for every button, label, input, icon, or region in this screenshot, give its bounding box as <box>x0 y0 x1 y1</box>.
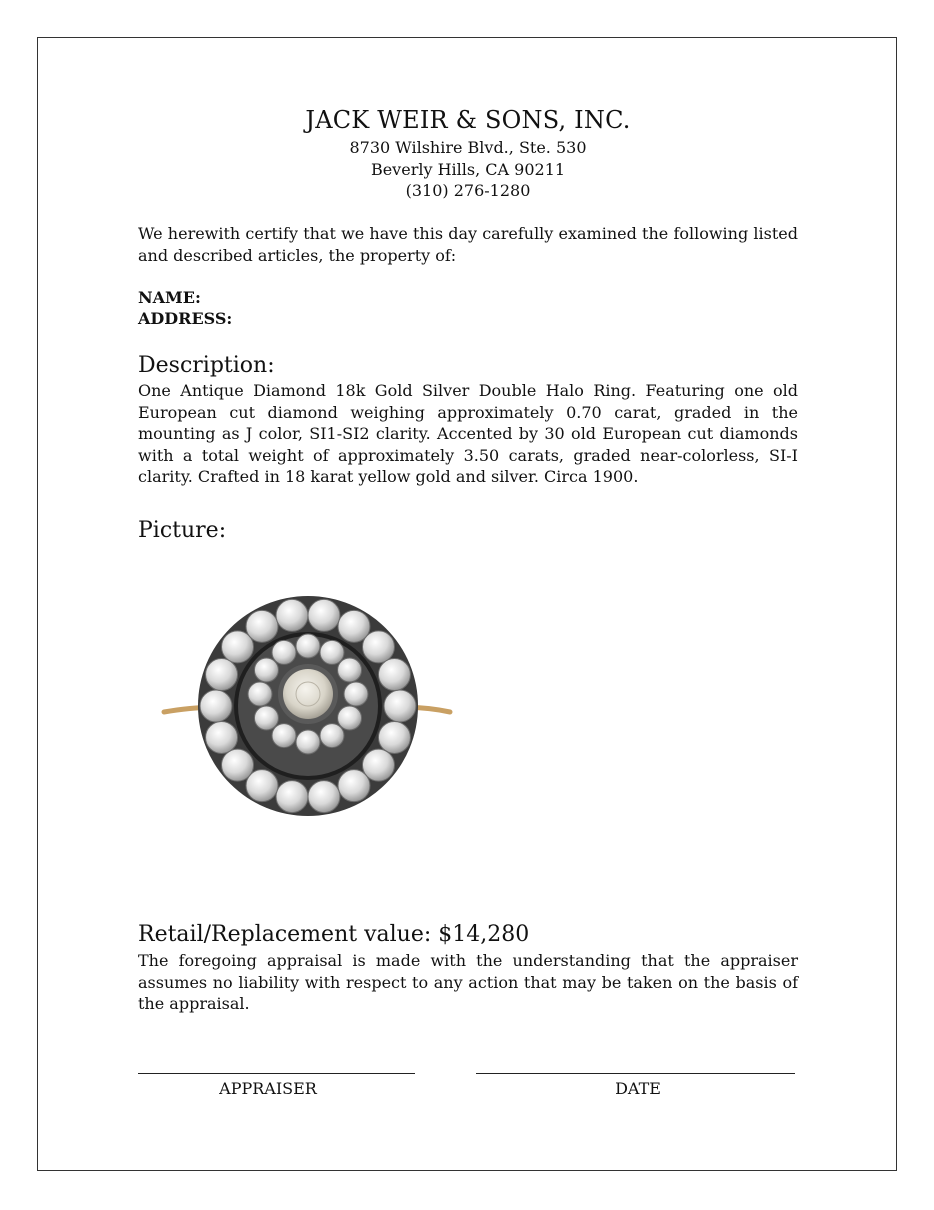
halo-diamond <box>276 781 308 813</box>
halo-diamond <box>378 721 410 753</box>
halo-diamond <box>272 724 296 748</box>
halo-diamond <box>296 634 320 658</box>
company-name: JACK WEIR & SONS, INC. <box>305 106 631 134</box>
company-phone: (310) 276-1280 <box>405 181 531 200</box>
halo-diamond <box>338 658 362 682</box>
appraisal-disclaimer: The foregoing appraisal is made with the understanding that the appraiser assumes no liability with respect to any action that may be taken on the basis of the appraisal. <box>138 951 798 1013</box>
retail-value-heading: Retail/Replacement value: $14,280 <box>138 922 530 947</box>
halo-diamond <box>384 690 416 722</box>
halo-diamond <box>338 770 370 802</box>
ring-photo <box>160 588 456 824</box>
appraiser-label: APPRAISER <box>219 1079 317 1098</box>
halo-diamond <box>222 749 254 781</box>
halo-diamond <box>320 640 344 664</box>
halo-diamond <box>308 781 340 813</box>
company-address <box>138 137 798 202</box>
address-label: ADDRESS: <box>138 309 233 328</box>
description-heading: Description: <box>138 353 275 378</box>
halo-diamond <box>296 730 320 754</box>
halo-diamond <box>308 599 340 631</box>
date-label: DATE <box>615 1079 661 1098</box>
certification-intro: We herewith certify that we have this day carefully examined the following listed and described articles, the property of: <box>138 224 798 265</box>
picture-heading: Picture: <box>138 518 227 543</box>
halo-diamond <box>206 659 238 691</box>
address-line-2: Beverly Hills, CA 90211 <box>370 159 566 179</box>
halo-diamond <box>362 631 394 663</box>
name-label: NAME: <box>138 288 201 307</box>
date-signature-line <box>476 1073 795 1074</box>
halo-diamond <box>254 658 278 682</box>
halo-diamond <box>272 640 296 664</box>
description-text: One Antique Diamond 18k Gold Silver Double Halo Ring. Featuring one old European cut diamond weighing approximately 0.70 carat, graded in the mounting as J color, SI1-SI2 clarity. Accented by 30 old European cut diamonds with a total weight of approximately 3.50 carats, graded near-colorless, SI-I clarity. Crafted in 18 karat yellow gold and silver. Circa 1900. <box>138 381 798 486</box>
halo-diamond <box>378 659 410 691</box>
halo-diamond <box>248 682 272 706</box>
halo-diamond <box>254 706 278 730</box>
halo-diamond <box>200 690 232 722</box>
appraiser-signature-line <box>138 1073 415 1074</box>
address-line-1: 8730 Wilshire Blvd., Ste. 530 <box>349 138 587 157</box>
halo-diamond <box>338 706 362 730</box>
halo-diamond <box>246 610 278 642</box>
halo-diamond <box>206 721 238 753</box>
halo-diamond <box>320 724 344 748</box>
halo-diamond <box>344 682 368 706</box>
halo-diamond <box>276 599 308 631</box>
